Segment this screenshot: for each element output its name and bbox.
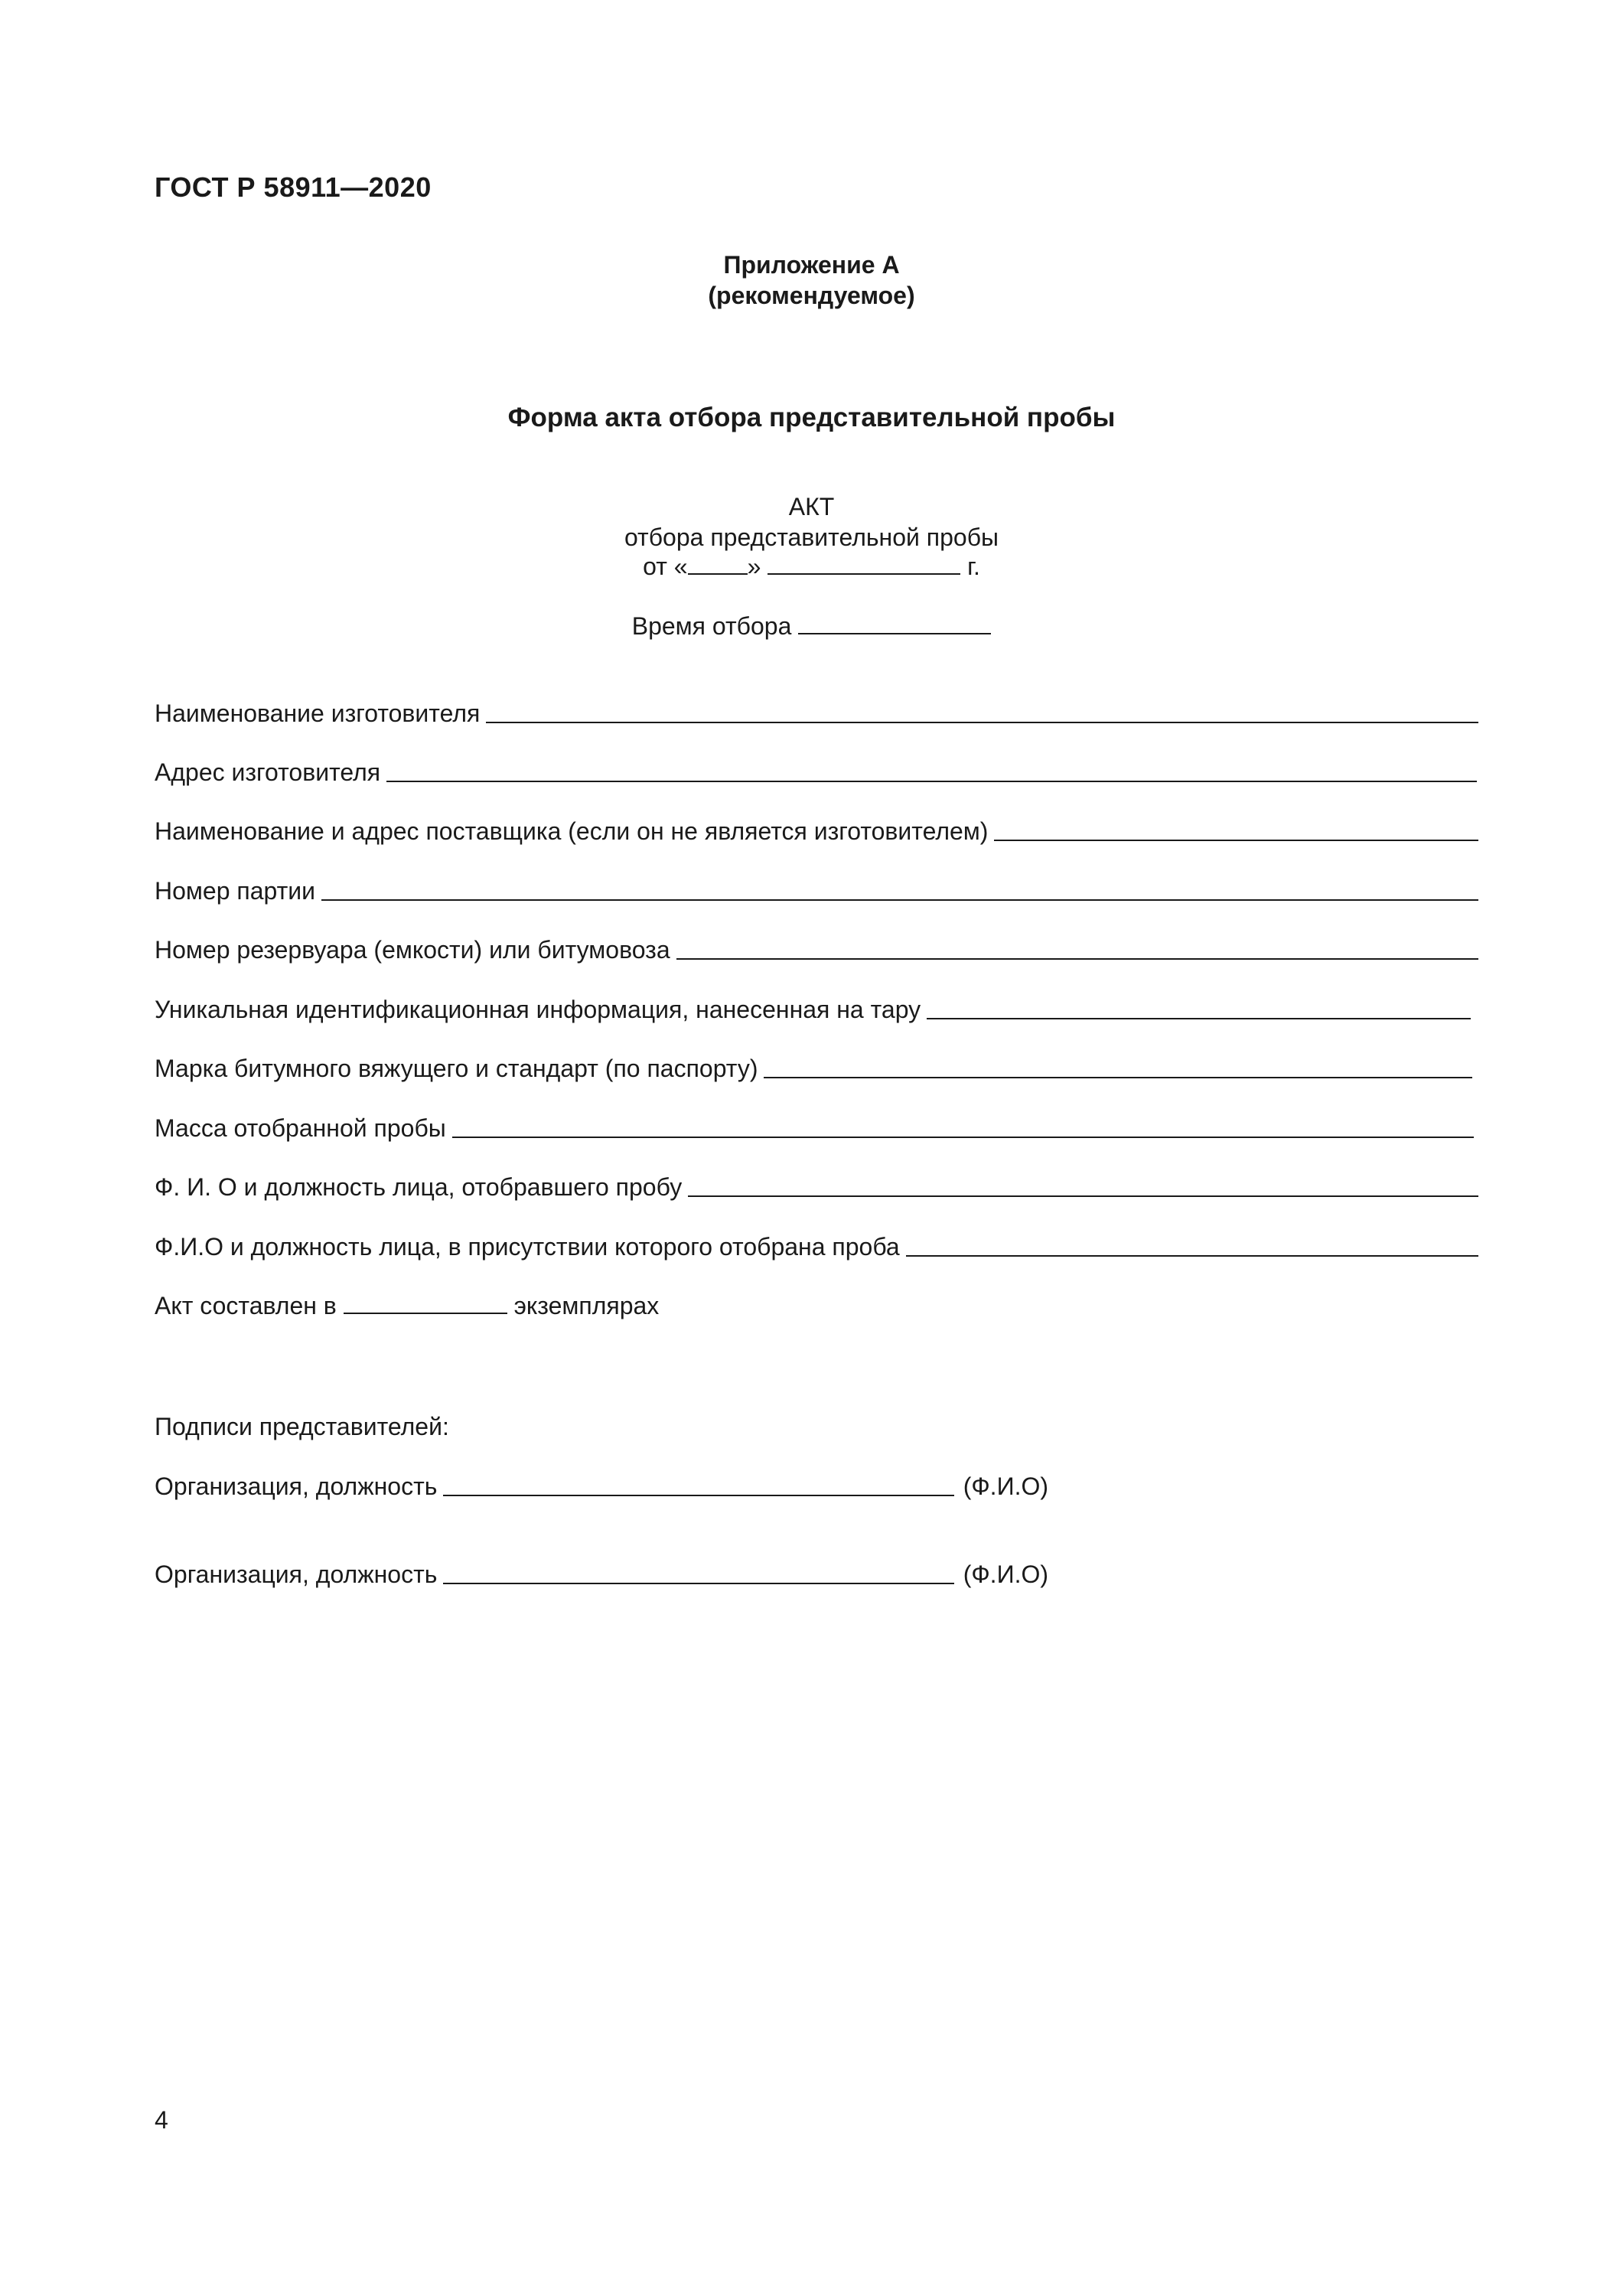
field-blank[interactable] (994, 840, 1478, 841)
field-label: Номер резервуара (емкости) или битумовоза (155, 936, 670, 964)
appendix-title: Приложение А (723, 251, 900, 279)
signatures-heading: Подписи представителей: (155, 1413, 449, 1440)
field-blank[interactable] (764, 1077, 1472, 1078)
field-blank[interactable] (676, 958, 1478, 960)
field-label: Масса отобранной пробы (155, 1114, 446, 1142)
signature-label: Организация, должность (155, 1561, 438, 1588)
field-witness (155, 1233, 1478, 1261)
act-date-line (0, 553, 1623, 581)
field-label: Адрес изготовителя (155, 758, 381, 786)
field-label: Марка битумного вяжущего и стандарт (по паспорту) (155, 1055, 758, 1082)
signature-row-1 (155, 1473, 1048, 1501)
field-manufacturer-address (155, 758, 1477, 787)
field-container-id (155, 996, 1471, 1024)
field-label: Наименование изготовителя (155, 700, 481, 727)
copies-line (155, 1292, 659, 1320)
field-label: Номер партии (155, 877, 316, 905)
field-label: Наименование и адрес поставщика (если он не является изготовителем) (155, 817, 989, 845)
signature-suffix: (Ф.И.О) (963, 1473, 1048, 1500)
date-month-blank[interactable] (768, 553, 960, 575)
page-number: 4 (155, 2106, 168, 2134)
field-blank[interactable] (906, 1255, 1478, 1257)
time-label: Время отбора (631, 612, 792, 640)
act-time-line (0, 612, 1623, 641)
field-label: Ф.И.О и должность лица, в присутствии которого отобрана проба (155, 1233, 900, 1261)
field-blank[interactable] (927, 1018, 1471, 1019)
signature-blank[interactable] (443, 1495, 953, 1496)
field-blank[interactable] (452, 1137, 1474, 1138)
field-label: Уникальная идентификационная информация, нанесенная на тару (155, 996, 921, 1023)
signature-row-2 (155, 1561, 1048, 1589)
field-sampler (155, 1173, 1478, 1202)
form-title: Форма акта отбора представительной пробы (507, 403, 1116, 432)
field-tank-number (155, 936, 1478, 964)
signature-blank[interactable] (443, 1583, 953, 1584)
field-supplier (155, 817, 1478, 846)
appendix-status: (рекомендуемое) (708, 282, 915, 309)
field-blank[interactable] (386, 781, 1477, 782)
act-date-mid: » (747, 553, 761, 580)
signature-suffix: (Ф.И.О) (963, 1561, 1048, 1588)
field-manufacturer-name (155, 700, 1478, 728)
copies-count-blank[interactable] (344, 1293, 507, 1314)
field-blank[interactable] (321, 899, 1478, 901)
act-date-suffix: г. (967, 553, 980, 580)
standard-code: ГОСТ Р 58911—2020 (155, 171, 432, 203)
field-bitumen-grade (155, 1055, 1472, 1083)
copies-prefix: Акт составлен в (155, 1292, 337, 1319)
copies-suffix: экземплярах (513, 1292, 660, 1319)
act-date-prefix: от « (643, 553, 688, 580)
field-blank[interactable] (486, 722, 1478, 723)
field-batch-number (155, 877, 1478, 905)
signature-label: Организация, должность (155, 1473, 438, 1500)
field-sample-mass (155, 1114, 1474, 1143)
act-subtitle: отбора представительной пробы (624, 523, 999, 551)
field-blank[interactable] (688, 1195, 1478, 1197)
time-blank[interactable] (798, 613, 991, 634)
date-day-blank[interactable] (688, 553, 748, 575)
act-title: АКТ (788, 493, 835, 520)
field-label: Ф. И. О и должность лица, отобравшего пробу (155, 1173, 683, 1201)
